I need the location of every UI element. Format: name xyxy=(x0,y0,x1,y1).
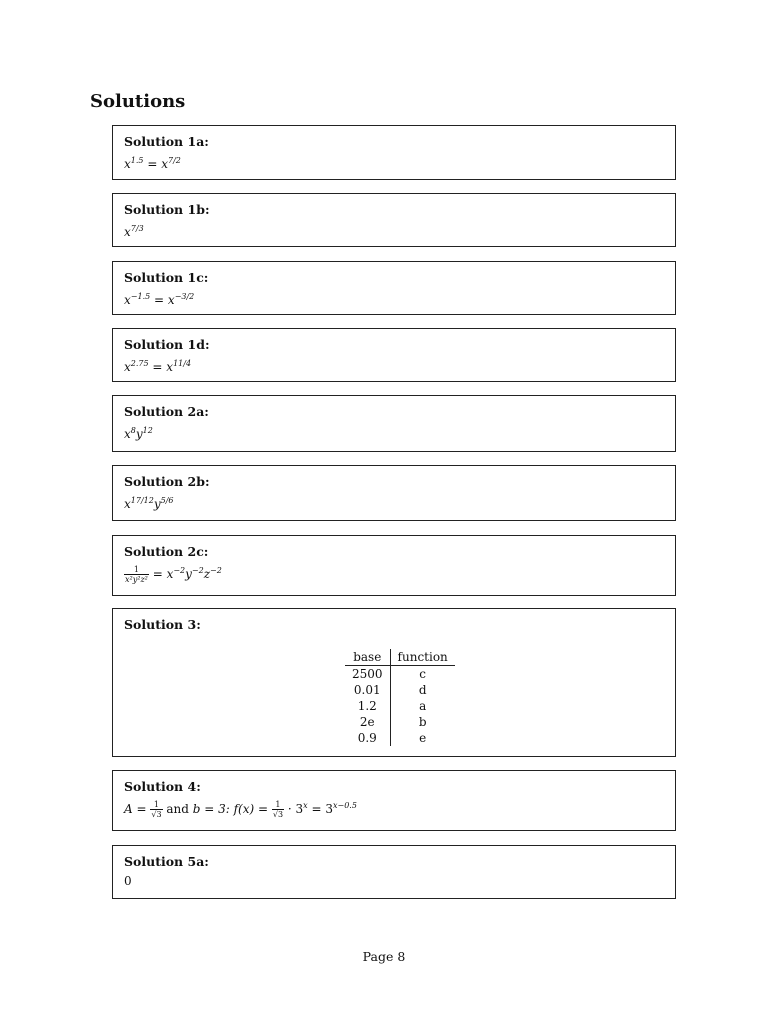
solution-math: $x^{1.5} = x^{7/2}$ xyxy=(124,156,181,171)
solution-math: $x^8y^{12}$ xyxy=(124,426,153,441)
solution-2a-box xyxy=(112,395,676,452)
fraction: $\frac{1}{√3}$ xyxy=(151,800,162,819)
solution-label: Solution 3: xyxy=(124,617,201,632)
solution-label: Solution 1d: xyxy=(124,337,210,352)
fraction: $\frac{1}{√3}$ xyxy=(272,800,284,819)
solution-3-box xyxy=(112,608,676,757)
solution-math: $\frac{1}{\text{x²y²z²}}$ = $x^{-2}y^{-2}z^{-2}$ xyxy=(125,565,222,584)
table-header: base xyxy=(345,649,390,666)
solution-2c-box xyxy=(112,535,676,596)
solution-1b-box xyxy=(112,193,676,247)
solution-math: 0 xyxy=(124,874,132,888)
solution-label: Solution 2b: xyxy=(124,474,210,489)
page-number: Page 8 xyxy=(362,949,406,964)
solution-5a-box xyxy=(112,845,676,899)
solution-math: $x^{17/12}y^{5/6}$ xyxy=(124,496,174,511)
solution-label: Solution 2a: xyxy=(124,404,209,419)
table-header: function xyxy=(390,649,455,666)
solution-label: Solution 5a: xyxy=(124,854,209,869)
solution-math: A = $\frac{1}{√3}$ and b = 3: f(x) = $\frac{1}{√3}$ · $3^x = 3^{x-0.5}$ xyxy=(124,800,357,819)
solution-label: Solution 4: xyxy=(124,779,201,794)
table-row: 0.9 e xyxy=(345,730,455,746)
solution-1a-box xyxy=(112,125,676,180)
solution-label: Solution 1b: xyxy=(124,202,210,217)
solution-label: Solution 1a: xyxy=(124,134,209,149)
solution-math: $x^{-1.5} = x^{-3/2}$ xyxy=(124,292,195,307)
table-row: 2e b xyxy=(345,714,455,730)
base-function-table xyxy=(345,649,455,746)
page-title: Solutions xyxy=(90,91,186,112)
solution-math: $x^{7/3}$ xyxy=(124,224,144,239)
solution-4-box xyxy=(112,770,676,831)
fraction: $\frac{1}{\text{x²y²z²}}$ xyxy=(125,565,148,584)
solution-1c-box xyxy=(112,261,676,315)
table-row: 0.01 d xyxy=(345,682,455,698)
solution-2b-box xyxy=(112,465,676,521)
solution-1d-box xyxy=(112,328,676,382)
table-row: 2500 c xyxy=(345,666,455,683)
solution-label: Solution 1c: xyxy=(124,270,209,285)
table-row: 1.2 a xyxy=(345,698,455,714)
solution-math: $x^{2.75} = x^{11/4}$ xyxy=(124,359,192,374)
solution-label: Solution 2c: xyxy=(124,544,209,559)
